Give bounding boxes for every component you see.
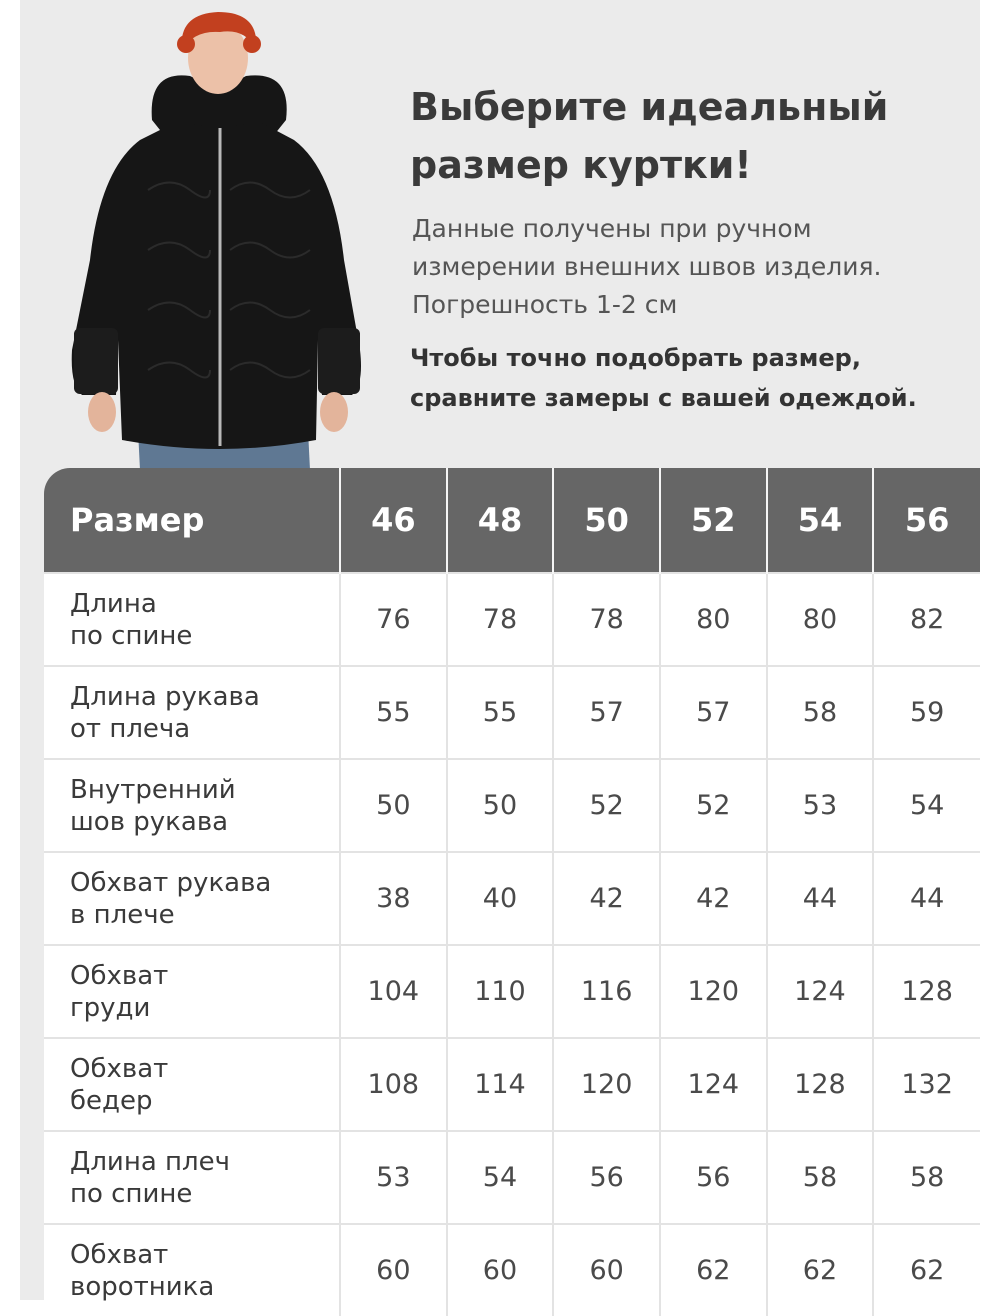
table-cell: 78: [447, 573, 554, 666]
description-line-3: Погрешность 1-2 см: [412, 290, 678, 319]
model-photo: [60, 10, 380, 470]
table-cell: 108: [340, 1038, 447, 1131]
row-label-line-1: Обхват: [70, 1053, 169, 1084]
table-cell: 82: [873, 573, 980, 666]
row-label: [44, 666, 340, 759]
row-label-line-2: от плеча: [70, 713, 191, 744]
table-row: [44, 852, 980, 945]
size-50-header: 50: [553, 468, 660, 573]
table-cell: 55: [447, 666, 554, 759]
table-cell: 58: [767, 666, 874, 759]
table-cell: 120: [660, 945, 767, 1038]
table-cell: 53: [767, 759, 874, 852]
advice-line-2: сравните замеры с вашей одеждой.: [410, 384, 917, 412]
row-label-line-1: Внутренний: [70, 774, 236, 805]
size-54-header: 54: [767, 468, 874, 573]
row-label: [44, 945, 340, 1038]
row-label-line-2: груди: [70, 992, 151, 1023]
table-cell: 76: [340, 573, 447, 666]
table-cell: 60: [340, 1224, 447, 1316]
row-label-line-2: по спине: [70, 1178, 193, 1209]
row-label-line-1: Обхват: [70, 960, 169, 991]
table-cell: 60: [553, 1224, 660, 1316]
row-label-line-2: по спине: [70, 620, 193, 651]
table-cell: 60: [447, 1224, 554, 1316]
row-label: [44, 1224, 340, 1316]
table-cell: 42: [553, 852, 660, 945]
table-cell: 50: [447, 759, 554, 852]
table-cell: 50: [340, 759, 447, 852]
table-row: [44, 666, 980, 759]
measurement-description: [412, 210, 882, 324]
table-row: [44, 945, 980, 1038]
table-cell: 80: [660, 573, 767, 666]
table-cell: 62: [873, 1224, 980, 1316]
table-cell: 54: [873, 759, 980, 852]
table-row: [44, 1224, 980, 1316]
table-cell: 58: [873, 1131, 980, 1224]
size-header-label: Размер: [44, 468, 340, 573]
size-56-header: 56: [873, 468, 980, 573]
page-title: [410, 78, 888, 194]
size-48-header: 48: [447, 468, 554, 573]
row-label: [44, 759, 340, 852]
jacket-illustration: [60, 10, 380, 470]
row-label: [44, 1038, 340, 1131]
description-line-2: измерении внешних швов изделия.: [412, 252, 882, 281]
table-cell: 110: [447, 945, 554, 1038]
table-cell: 132: [873, 1038, 980, 1131]
size-46-header: 46: [340, 468, 447, 573]
table-cell: 114: [447, 1038, 554, 1131]
table-cell: 44: [767, 852, 874, 945]
table-cell: 120: [553, 1038, 660, 1131]
table-cell: 54: [447, 1131, 554, 1224]
row-label-line-2: в плече: [70, 899, 175, 930]
table-cell: 53: [340, 1131, 447, 1224]
table-cell: 128: [767, 1038, 874, 1131]
fit-advice: [410, 338, 917, 418]
table-cell: 59: [873, 666, 980, 759]
title-line-1: Выберите идеальный: [410, 85, 889, 129]
table-row: [44, 759, 980, 852]
table-cell: 104: [340, 945, 447, 1038]
table-cell: 40: [447, 852, 554, 945]
table-row: [44, 573, 980, 666]
advice-line-1: Чтобы точно подобрать размер,: [410, 344, 861, 372]
table-cell: 52: [660, 759, 767, 852]
table-cell: 55: [340, 666, 447, 759]
table-cell: 80: [767, 573, 874, 666]
description-line-1: Данные получены при ручном: [412, 214, 812, 243]
table-row: [44, 1038, 980, 1131]
row-label-line-2: воротника: [70, 1271, 215, 1302]
row-label-line-1: Длина: [70, 588, 157, 619]
table-cell: 128: [873, 945, 980, 1038]
table-cell: 124: [660, 1038, 767, 1131]
row-label-line-2: бедер: [70, 1085, 153, 1116]
table-cell: 56: [660, 1131, 767, 1224]
size-header-row: [44, 468, 980, 573]
row-label-line-2: шов рукава: [70, 806, 229, 837]
row-label-line-1: Обхват: [70, 1239, 169, 1270]
table-cell: 124: [767, 945, 874, 1038]
table-cell: 62: [767, 1224, 874, 1316]
hero-section: [20, 0, 980, 470]
table-cell: 56: [553, 1131, 660, 1224]
table-cell: 52: [553, 759, 660, 852]
row-label-line-1: Обхват рукава: [70, 867, 272, 898]
table-cell: 58: [767, 1131, 874, 1224]
table-cell: 57: [553, 666, 660, 759]
table-cell: 62: [660, 1224, 767, 1316]
table-cell: 78: [553, 573, 660, 666]
size-table: [44, 468, 980, 1316]
table-cell: 42: [660, 852, 767, 945]
row-label: [44, 1131, 340, 1224]
row-label: [44, 852, 340, 945]
table-cell: 44: [873, 852, 980, 945]
table-cell: 116: [553, 945, 660, 1038]
table-cell: 38: [340, 852, 447, 945]
table-row: [44, 1131, 980, 1224]
title-line-2: размер куртки!: [410, 143, 752, 187]
row-label-line-1: Длина рукава: [70, 681, 260, 712]
table-cell: 57: [660, 666, 767, 759]
row-label: [44, 573, 340, 666]
row-label-line-1: Длина плеч: [70, 1146, 230, 1177]
size-52-header: 52: [660, 468, 767, 573]
